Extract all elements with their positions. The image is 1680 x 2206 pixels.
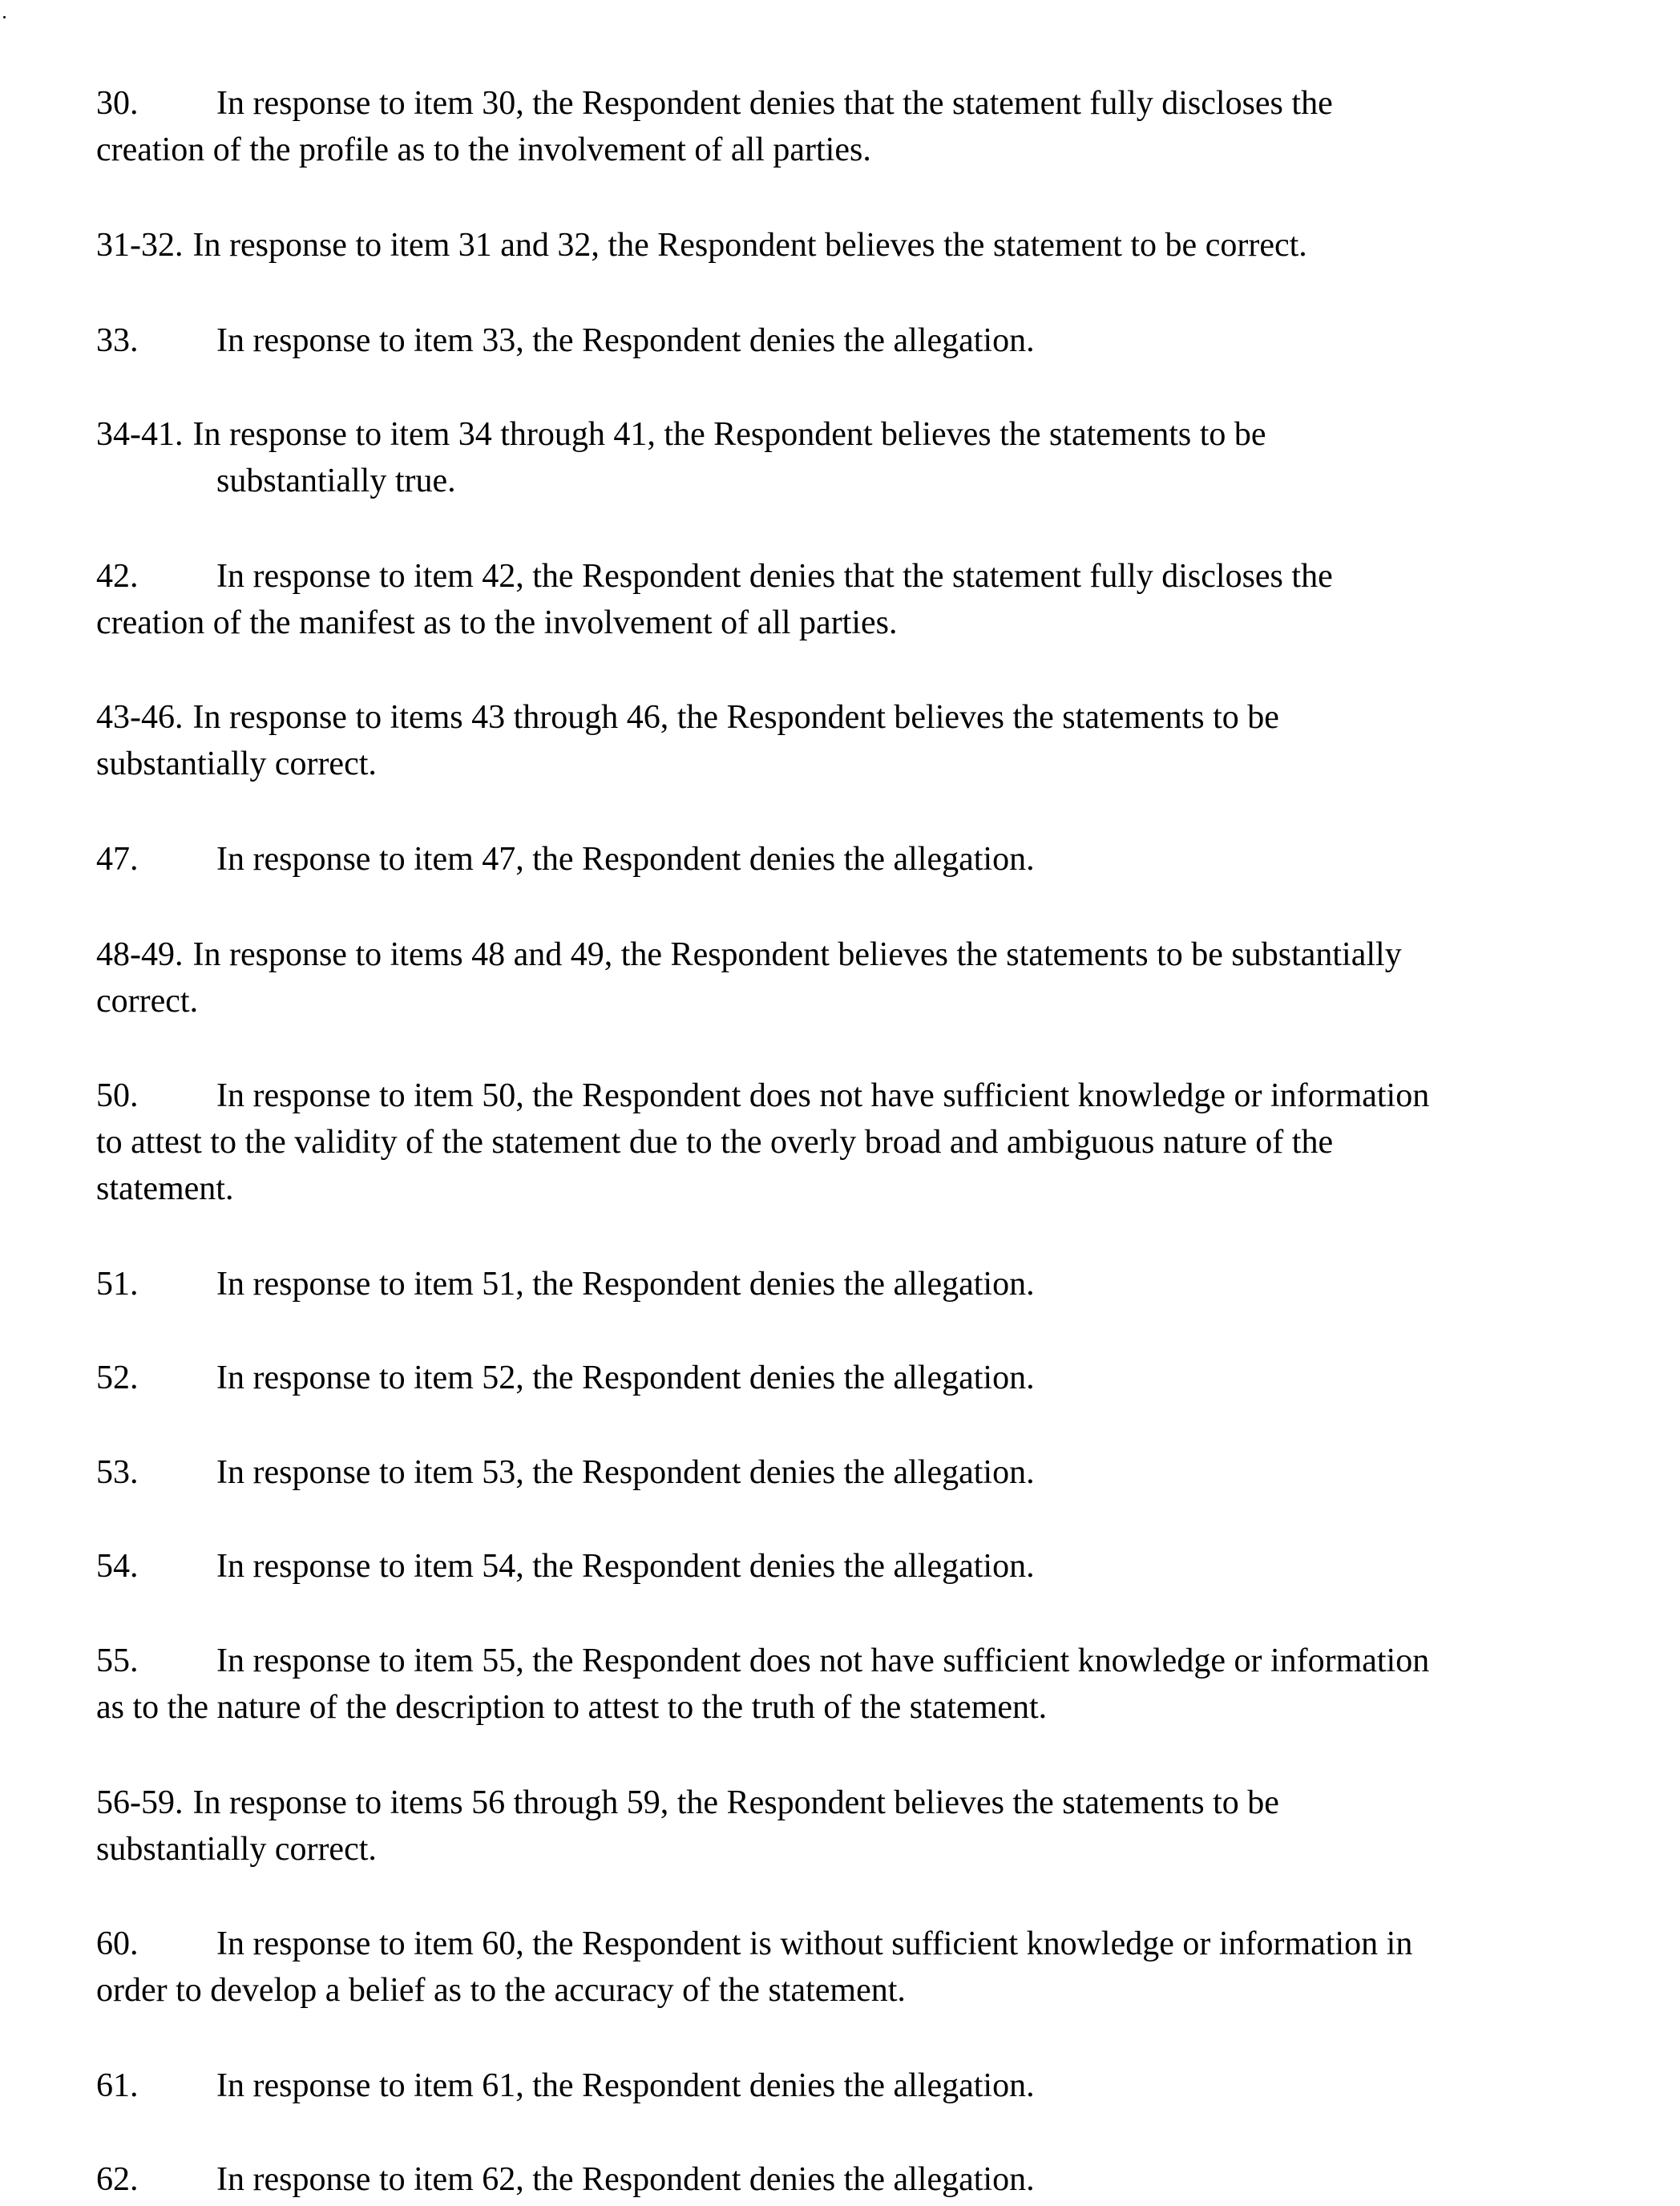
paragraph-line: substantially correct. [96, 1831, 377, 1868]
paragraph-number: 56-59. [96, 1784, 184, 1821]
paragraph-number: 55. [96, 1642, 139, 1679]
paragraph-line [96, 836, 1667, 883]
paragraph-48-49 [96, 931, 1667, 1024]
paragraph-text: In response to item 34 through 41, the Respondent believes the statements to be [192, 416, 1266, 453]
paragraph-34-41 [96, 411, 1667, 504]
paragraph-number: 60. [96, 1925, 139, 1962]
paragraph-number: 52. [96, 1360, 139, 1396]
paragraph-line [96, 222, 1667, 269]
paragraph-text: In response to item 52, the Respondent denies the allegation. [216, 1360, 1035, 1396]
paragraph-60 [96, 1921, 1667, 2014]
paragraph-text: In response to item 50, the Respondent does not have sufficient knowledge or information [216, 1077, 1430, 1114]
paragraph-number: 43-46. [96, 699, 184, 736]
paragraph-text: In response to items 43 through 46, the Respondent believes the statements to be [192, 699, 1279, 736]
paragraph-number: 50. [96, 1077, 139, 1114]
paragraph-line [96, 553, 1667, 600]
paragraph-line [96, 2063, 1667, 2109]
paragraph-line: correct. [96, 983, 199, 1020]
paragraph-text: In response to item 61, the Respondent denies the allegation. [216, 2067, 1035, 2104]
paragraph-text: In response to item 60, the Respondent is without sufficient knowledge or information in [216, 1925, 1413, 1962]
paragraph-line [96, 1921, 1667, 1967]
paragraph-42 [96, 553, 1667, 646]
paragraph-text: In response to item 31 and 32, the Respondent believes the statement to be correct. [192, 227, 1307, 264]
paragraph-line [96, 1543, 1667, 1590]
paragraph-text: In response to items 48 and 49, the Respondent believes the statements to be substantially [192, 936, 1402, 973]
paragraph-62 [96, 2156, 1667, 2203]
paragraph-line: substantially correct. [96, 745, 377, 782]
paragraph-line [96, 1449, 1667, 1496]
paragraph-line: creation of the profile as to the involvement of all parties. [96, 131, 871, 168]
paragraph-line [96, 1355, 1667, 1401]
paragraph-text: In response to item 33, the Respondent denies the allegation. [216, 322, 1035, 359]
paragraph-50 [96, 1073, 1667, 1212]
paragraph-33 [96, 317, 1667, 364]
paragraph-number: 33. [96, 322, 139, 359]
paragraph-line [96, 1638, 1667, 1684]
paragraph-line [96, 317, 1667, 364]
scan-speck [3, 16, 6, 18]
paragraph-number: 54. [96, 1548, 139, 1585]
paragraph-61 [96, 2063, 1667, 2109]
paragraph-line [96, 931, 1667, 978]
paragraph-text: In response to item 51, the Respondent denies the allegation. [216, 1266, 1035, 1303]
paragraph-text: In response to item 55, the Respondent does not have sufficient knowledge or information [216, 1642, 1430, 1679]
paragraph-line [96, 1780, 1667, 1826]
paragraph-number: 31-32. [96, 227, 184, 264]
paragraph-number: 30. [96, 85, 139, 122]
paragraph-43-46 [96, 694, 1667, 787]
paragraph-52 [96, 1355, 1667, 1401]
paragraph-line [96, 2156, 1667, 2203]
paragraph-number: 47. [96, 841, 139, 878]
paragraph-text: In response to item 53, the Respondent denies the allegation. [216, 1454, 1035, 1491]
paragraph-31-32 [96, 222, 1667, 269]
paragraph-47 [96, 836, 1667, 883]
paragraph-text: In response to item 30, the Respondent denies that the statement fully discloses the [216, 85, 1333, 122]
paragraph-number: 62. [96, 2161, 139, 2198]
paragraph-number: 53. [96, 1454, 139, 1491]
paragraph-number: 51. [96, 1266, 139, 1303]
paragraph-53 [96, 1449, 1667, 1496]
paragraph-line: order to develop a belief as to the accuracy of the statement. [96, 1972, 906, 2009]
paragraph-line [96, 411, 1667, 458]
paragraph-line: creation of the manifest as to the involvement of all parties. [96, 604, 898, 641]
paragraph-30 [96, 80, 1667, 173]
paragraph-line [96, 1261, 1667, 1307]
paragraph-number: 48-49. [96, 936, 184, 973]
paragraph-line: to attest to the validity of the statement due to the overly broad and ambiguous nature of the [96, 1124, 1334, 1161]
paragraph-number: 42. [96, 558, 139, 595]
paragraph-text: In response to items 56 through 59, the Respondent believes the statements to be [192, 1784, 1279, 1821]
paragraph-line: substantially true. [216, 463, 456, 499]
paragraph-text: In response to item 42, the Respondent denies that the statement fully discloses the [216, 558, 1333, 595]
paragraph-line [96, 1073, 1667, 1119]
paragraph-line [96, 694, 1667, 741]
paragraph-56-59 [96, 1780, 1667, 1873]
paragraph-number: 34-41. [96, 416, 184, 453]
paragraph-51 [96, 1261, 1667, 1307]
paragraph-55 [96, 1638, 1667, 1731]
paragraph-text: In response to item 62, the Respondent denies the allegation. [216, 2161, 1035, 2198]
paragraph-line [96, 80, 1667, 127]
paragraph-54 [96, 1543, 1667, 1590]
paragraph-number: 61. [96, 2067, 139, 2104]
paragraph-text: In response to item 47, the Respondent denies the allegation. [216, 841, 1035, 878]
paragraph-text: In response to item 54, the Respondent denies the allegation. [216, 1548, 1035, 1585]
paragraph-line: as to the nature of the description to attest to the truth of the statement. [96, 1689, 1048, 1726]
paragraph-line: statement. [96, 1170, 234, 1207]
